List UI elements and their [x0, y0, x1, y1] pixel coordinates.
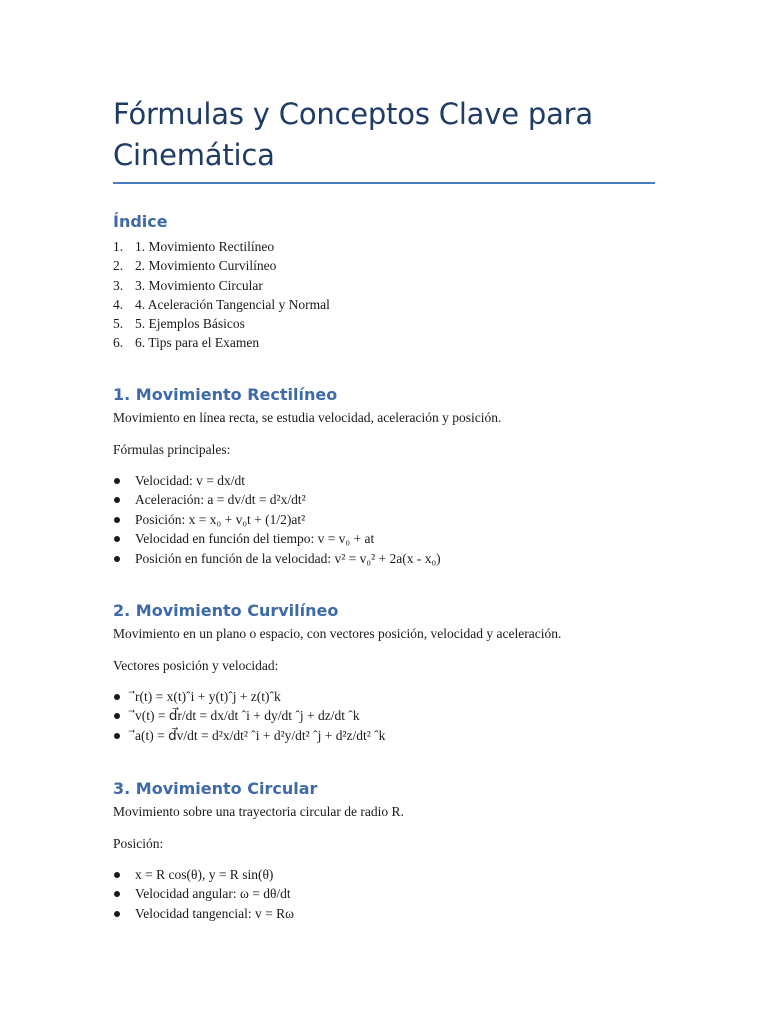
formula-text: ⃗r(t) = x(t)ˆi + y(t)ˆj + z(t)ˆk: [135, 689, 281, 704]
document-page: [113, 94, 655, 921]
index-item[interactable]: [113, 333, 330, 352]
circular-formula-list: [113, 865, 294, 923]
bullet-icon: [114, 911, 120, 917]
formula-text: Posición en función de la velocidad: v² = v₀² + 2a(x - x₀): [135, 550, 441, 566]
formula-list: [113, 471, 441, 568]
list-item: [113, 490, 441, 509]
bullet-icon: [114, 891, 120, 897]
list-item: [113, 865, 294, 884]
index-item-number: 2.: [113, 258, 124, 274]
section-heading-rectilineo: 1. Movimiento Rectilíneo: [113, 385, 338, 404]
section-subheading: Vectores posición y velocidad:: [113, 658, 279, 673]
list-item: [113, 726, 385, 745]
index-item-label: 5. Ejemplos Básicos: [135, 316, 245, 332]
list-item: [113, 884, 294, 903]
formula-text: ⃗v(t) = d⃗r/dt = dx/dt ˆi + dy/dt ˆj + dz/dt ˆk: [135, 708, 360, 724]
index-item-number: 4.: [113, 296, 124, 312]
title-line-1: Fórmulas y Conceptos Clave para: [113, 97, 593, 131]
list-item: [113, 471, 441, 490]
bullet-icon: [114, 497, 120, 503]
list-item: [113, 510, 441, 529]
document-title: [113, 94, 655, 180]
bullet-icon: [114, 536, 120, 542]
section-intro: Movimiento en un plano o espacio, con vectores posición, velocidad y aceleración.: [113, 626, 562, 641]
index-item-number: 1.: [113, 239, 124, 254]
bullet-icon: [114, 556, 120, 562]
index-item-label: 3. Movimiento Circular: [135, 277, 263, 293]
formula-text: ⃗a(t) = d⃗v/dt = d²x/dt² ˆi + d²y/dt² ˆj + d²z/dt² ˆk: [135, 727, 386, 743]
index-item-number: 3.: [113, 277, 124, 293]
formula-text: Posición: x = x₀ + v₀t + (1/2)at²: [135, 511, 306, 527]
bullet-icon: [114, 872, 120, 878]
list-item: [113, 529, 441, 548]
section-heading-curvilineo: 2. Movimiento Curvilíneo: [113, 601, 339, 620]
list-item: [113, 549, 441, 568]
bullet-icon: [114, 478, 120, 484]
index-item[interactable]: [113, 295, 330, 314]
bullet-icon: [114, 733, 120, 739]
index-item-label: 1. Movimiento Rectilíneo: [135, 239, 275, 254]
vector-list: [113, 687, 385, 745]
index-item[interactable]: [113, 256, 330, 275]
index-item-label: 6. Tips para el Examen: [135, 335, 260, 351]
section-intro: Movimiento sobre una trayectoria circular de radio R.: [113, 804, 404, 819]
index-item-number: 5.: [113, 316, 124, 332]
index-list: [113, 237, 330, 353]
section-subheading: Fórmulas principales:: [113, 442, 231, 457]
formula-text: Velocidad: v = dx/dt: [135, 473, 245, 488]
formula-text: x = R cos(θ), y = R sin(θ): [135, 867, 274, 882]
title-divider: [113, 182, 655, 184]
section-heading-circular: 3. Movimiento Circular: [113, 779, 318, 798]
bullet-icon: [114, 713, 120, 719]
bullet-icon: [114, 694, 120, 700]
index-item-label: 4. Aceleración Tangencial y Normal: [135, 296, 330, 312]
formula-text: Velocidad en función del tiempo: v = v₀ + at: [135, 531, 375, 547]
bullet-icon: [114, 517, 120, 523]
section-intro: Movimiento en línea recta, se estudia velocidad, aceleración y posición.: [113, 410, 502, 425]
list-item: [113, 706, 385, 725]
list-item: [113, 687, 385, 706]
index-item[interactable]: [113, 314, 330, 333]
section-subheading: Posición:: [113, 836, 164, 851]
index-item-label: 2. Movimiento Curvilíneo: [135, 258, 277, 274]
formula-text: Velocidad angular: ω = dθ/dt: [135, 886, 291, 902]
index-item-number: 6.: [113, 335, 124, 351]
formula-text: Velocidad tangencial: v = Rω: [135, 905, 294, 921]
index-item[interactable]: [113, 237, 330, 256]
formula-text: Aceleración: a = dv/dt = d²x/dt²: [135, 492, 306, 508]
list-item: [113, 904, 294, 923]
index-heading: Índice: [113, 212, 168, 231]
index-item[interactable]: [113, 276, 330, 295]
title-line-2: Cinemática: [113, 138, 275, 172]
